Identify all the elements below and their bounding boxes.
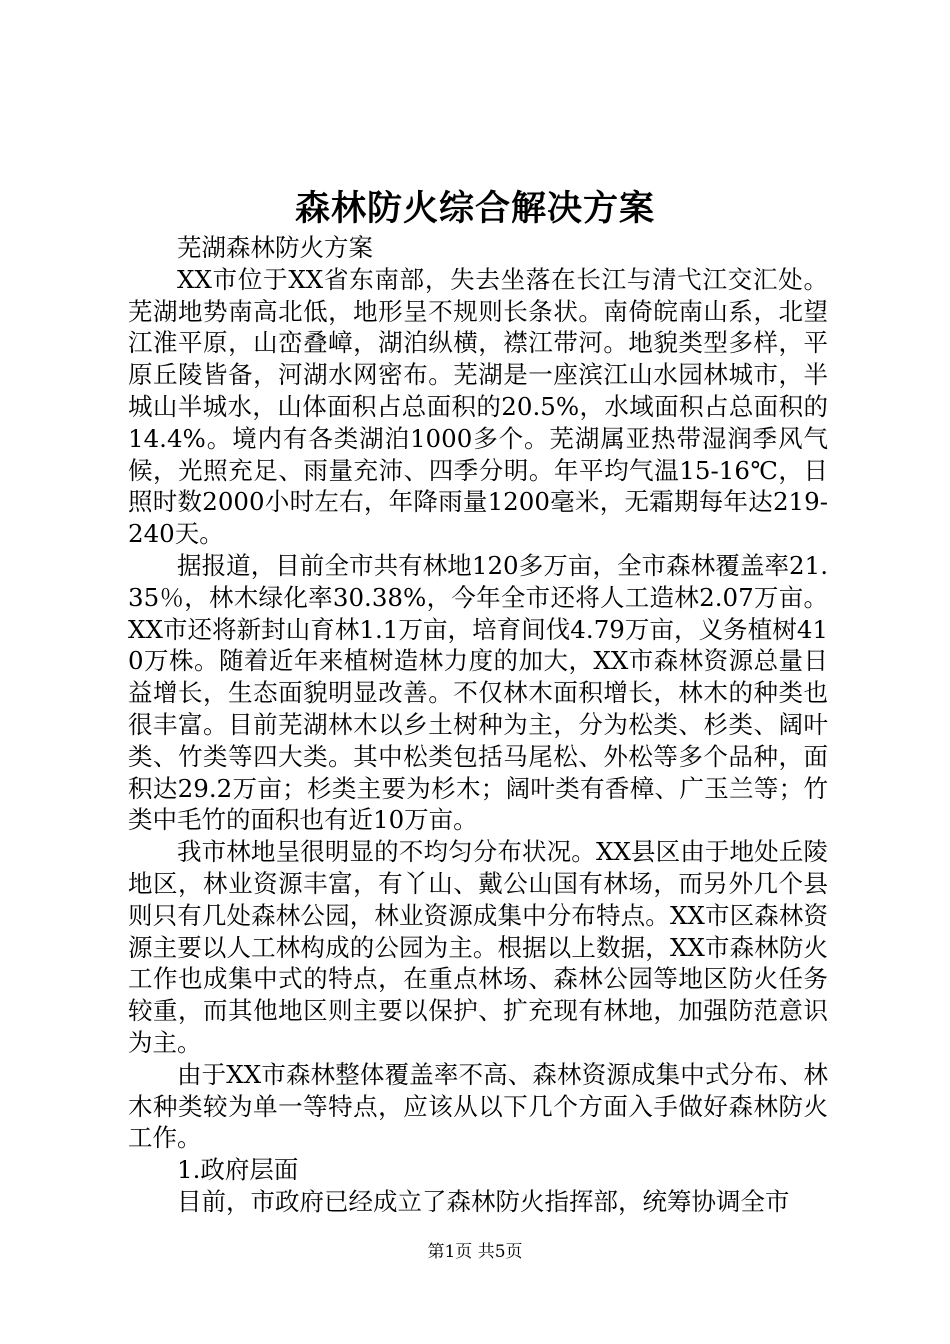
page-number-footer: 第1页 共5页 [427, 1242, 523, 1262]
paragraph-government: 目前，市政府已经成立了森林防火指挥部，统筹协调全市 [177, 1186, 790, 1216]
paragraph-forest-resources: 据报道，目前全市共有林地120多万亩，全市森林覆盖率21.35％，林木绿化率30.38%，今年全市还将人工造林2.07万亩。XX市还将新封山育林1.1万亩，培育间伐4.79万亩，义务植树410万株。随着近年来植树造林力度的加大，XX市森林资源总量日益增长，生态面貌明显改善。不仅林木面积增长，林木的种类也很丰富。目前芜湖林木以乡土树种为主，分为松类、杉类、阔叶类、竹类等四大类。其中松类包括马尾松、外松等多个品种，面积达29.2万亩；杉类主要为杉木；阔叶类有香樟、广玉兰等；竹类中毛竹的面积也有近10万亩。 [128, 550, 828, 835]
paragraph-distribution: 我市林地呈很明显的不均匀分布状况。XX县区由于地处丘陵地区，林业资源丰富，有丫山、戴公山国有林场，而另外几个县则只有几处森林公园，林业资源成集中分布特点。XX市区森林资源主要以人工林构成的公园为主。根据以上数据，XX市森林防火工作也成集中式的特点，在重点林场、森林公园等地区防火任务较重，而其他地区则主要以保护、扩充现有林地，加强防范意识为主。 [128, 837, 828, 1057]
paragraph-subtitle: 芜湖森林防火方案 [177, 233, 373, 262]
document-title: 森林防火综合解决方案 [294, 188, 655, 229]
paragraph-approach: 由于XX市森林整体覆盖率不高、森林资源成集中式分布、林木种类较为单一等特点，应该从以下几个方面入手做好森林防火工作。 [128, 1059, 828, 1153]
section-heading-government: 1.政府层面 [177, 1155, 299, 1185]
document-body [128, 232, 828, 1218]
paragraph-geography: XX市位于XX省东南部，失去坐落在长江与清弋江交汇处。芜湖地势南高北低，地形呈不规则长条状。南倚皖南山系，北望江淮平原，山峦叠嶂，湖泊纵横，襟江带河。地貌类型多样，平原丘陵皆备，河湖水网密布。芜湖是一座滨江山水园林城市，半城山半城水，山体面积占总面积的20.5%，水域面积占总面积的14.4%。境内有各类湖泊1000多个。芜湖属亚热带湿润季风气候，光照充足、雨量充沛、四季分明。年平均气温15-16℃，日照时数2000小时左右，年降雨量1200毫米，无霜期每年达219-240天。 [128, 264, 828, 549]
